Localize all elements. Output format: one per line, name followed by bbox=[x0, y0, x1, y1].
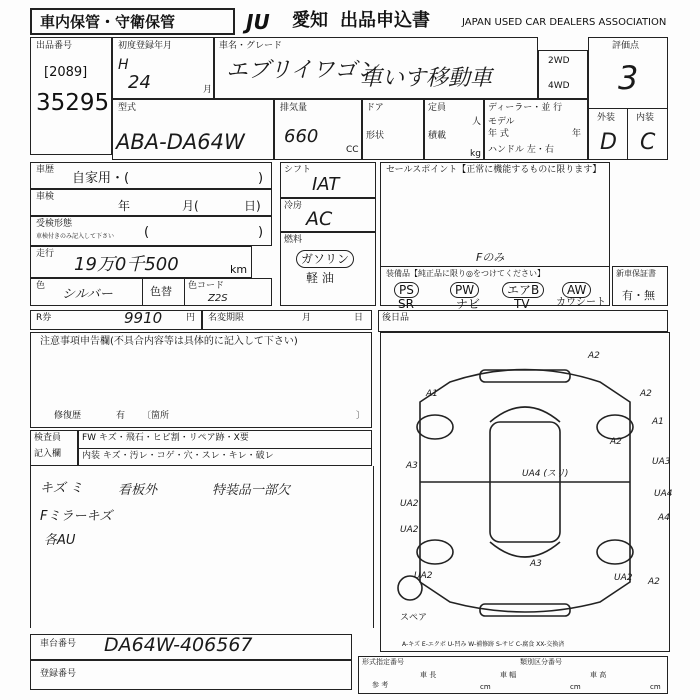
displacement-label: 排気量 bbox=[280, 103, 308, 113]
first-registration-month-unit: 月 bbox=[203, 85, 213, 95]
model-code-value: ABA-DA64W bbox=[116, 130, 245, 154]
lot-number-label: 出品番号 bbox=[36, 41, 73, 51]
color-value: シルバー bbox=[62, 287, 113, 302]
history-close: ) bbox=[258, 171, 264, 186]
diagram-mark-14: UA2 bbox=[614, 573, 633, 583]
branch-name: 愛知 bbox=[292, 10, 328, 31]
storage-type-label: 車内保管・守衛保管 bbox=[40, 13, 176, 31]
car-outline bbox=[420, 370, 633, 613]
recycle-label: R券 bbox=[36, 313, 52, 323]
accept-open: ( bbox=[144, 225, 150, 240]
score-mid-divider bbox=[627, 108, 628, 160]
history-label: 車歴 bbox=[36, 165, 55, 175]
name-change-label: 名変期限 bbox=[208, 313, 245, 323]
spare-label: スペア bbox=[400, 613, 428, 623]
displacement-value: 660 bbox=[284, 126, 319, 147]
shift-label: シフト bbox=[284, 165, 312, 175]
score-value: 3 bbox=[618, 59, 639, 97]
handwritten-note-2: 看板外 bbox=[118, 483, 158, 498]
recycle-unit: 円 bbox=[186, 313, 196, 323]
equip-aw: AW bbox=[562, 282, 591, 298]
score-label: 評価点 bbox=[612, 41, 640, 51]
diagram-mark-5: A2 bbox=[610, 437, 622, 447]
exterior-label: 外装 bbox=[597, 113, 616, 123]
displacement-unit: CC bbox=[346, 145, 359, 155]
wheel-front-right bbox=[597, 415, 633, 439]
equip-sr: SR bbox=[398, 297, 414, 311]
equip-pw: PW bbox=[450, 282, 479, 298]
diagram-mark-10: UA2 bbox=[400, 525, 419, 535]
inspector-fw-row: FW キズ・飛石・ヒビ割・リペア跡・X要 bbox=[82, 433, 249, 443]
drive-2wd: 2WD bbox=[548, 56, 570, 66]
dealer-line: ディーラー・並 行 bbox=[488, 103, 563, 113]
ju-logo-text: JU bbox=[246, 10, 270, 34]
diagram-mark-13: A2 bbox=[648, 577, 660, 587]
diagram-mark-3: A2 bbox=[640, 389, 652, 399]
equip-seat: カウシート bbox=[556, 297, 606, 308]
model-label: モデル bbox=[488, 117, 515, 127]
color-label: 色 bbox=[36, 281, 46, 291]
score-divider bbox=[588, 108, 668, 109]
interior-grade: C bbox=[640, 130, 656, 155]
rear-seat-label: 後日品 bbox=[382, 313, 410, 323]
diagram-mark-12: UA2 bbox=[414, 571, 433, 581]
wheel-rear-left bbox=[417, 540, 453, 564]
reg-number-box bbox=[30, 660, 352, 690]
handwritten-note-4: Fミラーキズ bbox=[40, 509, 113, 524]
reg-number-label: 登録番号 bbox=[40, 669, 77, 679]
exterior-grade: D bbox=[600, 130, 617, 155]
history-box bbox=[30, 162, 272, 189]
color-divider-1 bbox=[142, 278, 143, 306]
designation-unit-3: cm bbox=[650, 683, 661, 691]
door-label: ドア bbox=[366, 103, 384, 113]
designation-label-2: 類別区分番号 bbox=[520, 658, 562, 666]
chassis-value: DA64W-406567 bbox=[104, 634, 253, 656]
equipment-note: Fのみ bbox=[476, 251, 505, 264]
year-unit: 年 bbox=[572, 129, 582, 139]
diagram-mark-1: A2 bbox=[588, 351, 600, 361]
ac-value: AC bbox=[306, 208, 333, 230]
ju-logo bbox=[246, 10, 290, 34]
designation-unit-2: cm bbox=[570, 683, 581, 691]
lot-number: 35295 bbox=[36, 90, 110, 116]
color-divider-2 bbox=[184, 278, 185, 306]
designation-height: 車 高 bbox=[590, 671, 607, 679]
color-swap-label: 色替 bbox=[150, 285, 172, 298]
capacity-unit: 人 bbox=[472, 117, 482, 127]
diagram-mark-9: UA2 bbox=[400, 499, 419, 509]
recycle-box bbox=[30, 310, 202, 330]
chassis-label: 車台番号 bbox=[40, 639, 77, 649]
color-code-value: Z2S bbox=[208, 293, 228, 304]
name-change-day: 日 bbox=[354, 313, 364, 323]
designation-unit-1: cm bbox=[480, 683, 491, 691]
load-label: 積載 bbox=[428, 131, 447, 141]
diagram-mark-4: A1 bbox=[652, 417, 664, 427]
designation-length: 車 長 bbox=[420, 671, 437, 679]
designation-width: 車 幅 bbox=[500, 671, 517, 679]
capacity-label: 定員 bbox=[428, 103, 447, 113]
inspector-entry-label: 記入欄 bbox=[34, 449, 62, 459]
repair-close: 〕 bbox=[356, 411, 366, 421]
notes-label: 注意事項申告欄(不具合内容等は具体的に記入して下さい) bbox=[40, 336, 298, 347]
name-change-month: 月 bbox=[302, 313, 312, 323]
mileage-value: 19万0千500 bbox=[74, 254, 179, 275]
inspection-day: 日) bbox=[244, 199, 261, 213]
car-diagram bbox=[380, 332, 673, 652]
car-name-label: 車名・グレード bbox=[219, 41, 283, 51]
interior-label: 内装 bbox=[636, 113, 655, 123]
drive-4wd: 4WD bbox=[548, 81, 570, 91]
mileage-unit: km bbox=[230, 263, 248, 276]
accept-note: 車検付きのみ記入して下さい bbox=[36, 233, 115, 240]
rear-window bbox=[490, 542, 560, 557]
first-registration-era: H bbox=[118, 57, 129, 73]
first-registration-label: 初度登録年月 bbox=[118, 41, 173, 51]
wheel-rear-right bbox=[597, 540, 633, 564]
handle-label: ハンドル 左・右 bbox=[488, 145, 554, 155]
equipment-label: 装備品【純正品に限り◎をつけてください】 bbox=[386, 269, 545, 278]
handwritten-note-5: 各AU bbox=[44, 533, 76, 548]
diagram-mark-7: UA3 bbox=[652, 457, 671, 467]
inspector-row-divider bbox=[78, 448, 372, 449]
diagram-mark-2: A1 bbox=[426, 389, 438, 399]
fuel-gasoline: ガソリン bbox=[296, 250, 354, 268]
diagram-mark-11: A4 bbox=[658, 513, 670, 523]
equip-navi: ナビ bbox=[456, 297, 481, 311]
fuel-label: 燃料 bbox=[284, 235, 303, 245]
designation-note: 参 考 bbox=[372, 681, 389, 689]
accept-label: 受検形態 bbox=[36, 219, 73, 229]
inspection-label: 車検 bbox=[36, 192, 55, 202]
fuel-diesel: 軽 油 bbox=[306, 271, 334, 285]
repair-part: 〔箇所 bbox=[142, 411, 170, 421]
windshield bbox=[490, 407, 560, 422]
year-label: 年 式 bbox=[488, 129, 509, 139]
equip-airbag: エアB bbox=[502, 282, 544, 298]
load-unit: kg bbox=[470, 149, 481, 159]
car-name-note: 車いす移動車 bbox=[360, 66, 493, 91]
history-value: 自家用・( bbox=[72, 171, 130, 186]
inspector-interior-row: 内装 キズ・汚レ・コゲ・穴・スレ・キレ・破レ bbox=[82, 451, 274, 461]
inspection-box bbox=[30, 189, 272, 216]
association-name: JAPAN USED CAR DEALERS ASSOCIATION bbox=[462, 17, 667, 28]
mileage-label: 走行 bbox=[36, 249, 55, 259]
diagram-mark-6: A3 bbox=[406, 461, 418, 471]
form-title: 出品申込書 bbox=[340, 10, 430, 31]
car-name-value: エブリイワゴン bbox=[226, 58, 379, 83]
diagram-mark-8: UA4 bbox=[654, 489, 673, 499]
handwritten-note-1: キズ ミ bbox=[40, 481, 83, 496]
repair-value: 有 bbox=[116, 411, 126, 421]
first-registration-year: 24 bbox=[128, 72, 151, 93]
warranty-label: 新車保証書 bbox=[616, 269, 656, 278]
diagram-mark-16: UA4 (スリ) bbox=[522, 469, 569, 479]
shape-label: 形状 bbox=[366, 131, 385, 141]
equip-tv: TV bbox=[514, 297, 530, 311]
repair-label: 修復歴 bbox=[54, 411, 82, 421]
inspection-month: 月( bbox=[182, 199, 199, 213]
handwritten-note-3: 特装品一部欠 bbox=[212, 483, 291, 498]
equip-ps: PS bbox=[394, 282, 419, 298]
shift-value: IAT bbox=[312, 174, 340, 195]
model-code-label: 型式 bbox=[118, 103, 137, 113]
inspection-year: 年 bbox=[118, 199, 131, 213]
inspector-label: 検査員 bbox=[34, 433, 62, 443]
sales-point-label: セールスポイント【正常に機能するものに限ります】 bbox=[386, 165, 602, 175]
diagram-legend: A-キズ E-エクボ U-凹み W-補修跡 S-サビ C-腐食 XX-交換済 bbox=[402, 641, 565, 648]
ac-label: 冷房 bbox=[284, 201, 303, 211]
equipment-divider bbox=[380, 266, 610, 267]
diagram-mark-15: A3 bbox=[530, 559, 542, 569]
rear-seat-box bbox=[378, 310, 668, 332]
designation-label-1: 形式指定番号 bbox=[362, 658, 404, 666]
wheel-front-left bbox=[417, 415, 453, 439]
storage-type-box bbox=[30, 8, 235, 35]
lot-sub-number: [2089] bbox=[44, 65, 88, 80]
color-code-label: 色コード bbox=[188, 281, 225, 291]
accept-close: ) bbox=[258, 225, 264, 240]
recycle-value: 9910 bbox=[124, 309, 163, 327]
warranty-options: 有・無 bbox=[622, 289, 655, 302]
